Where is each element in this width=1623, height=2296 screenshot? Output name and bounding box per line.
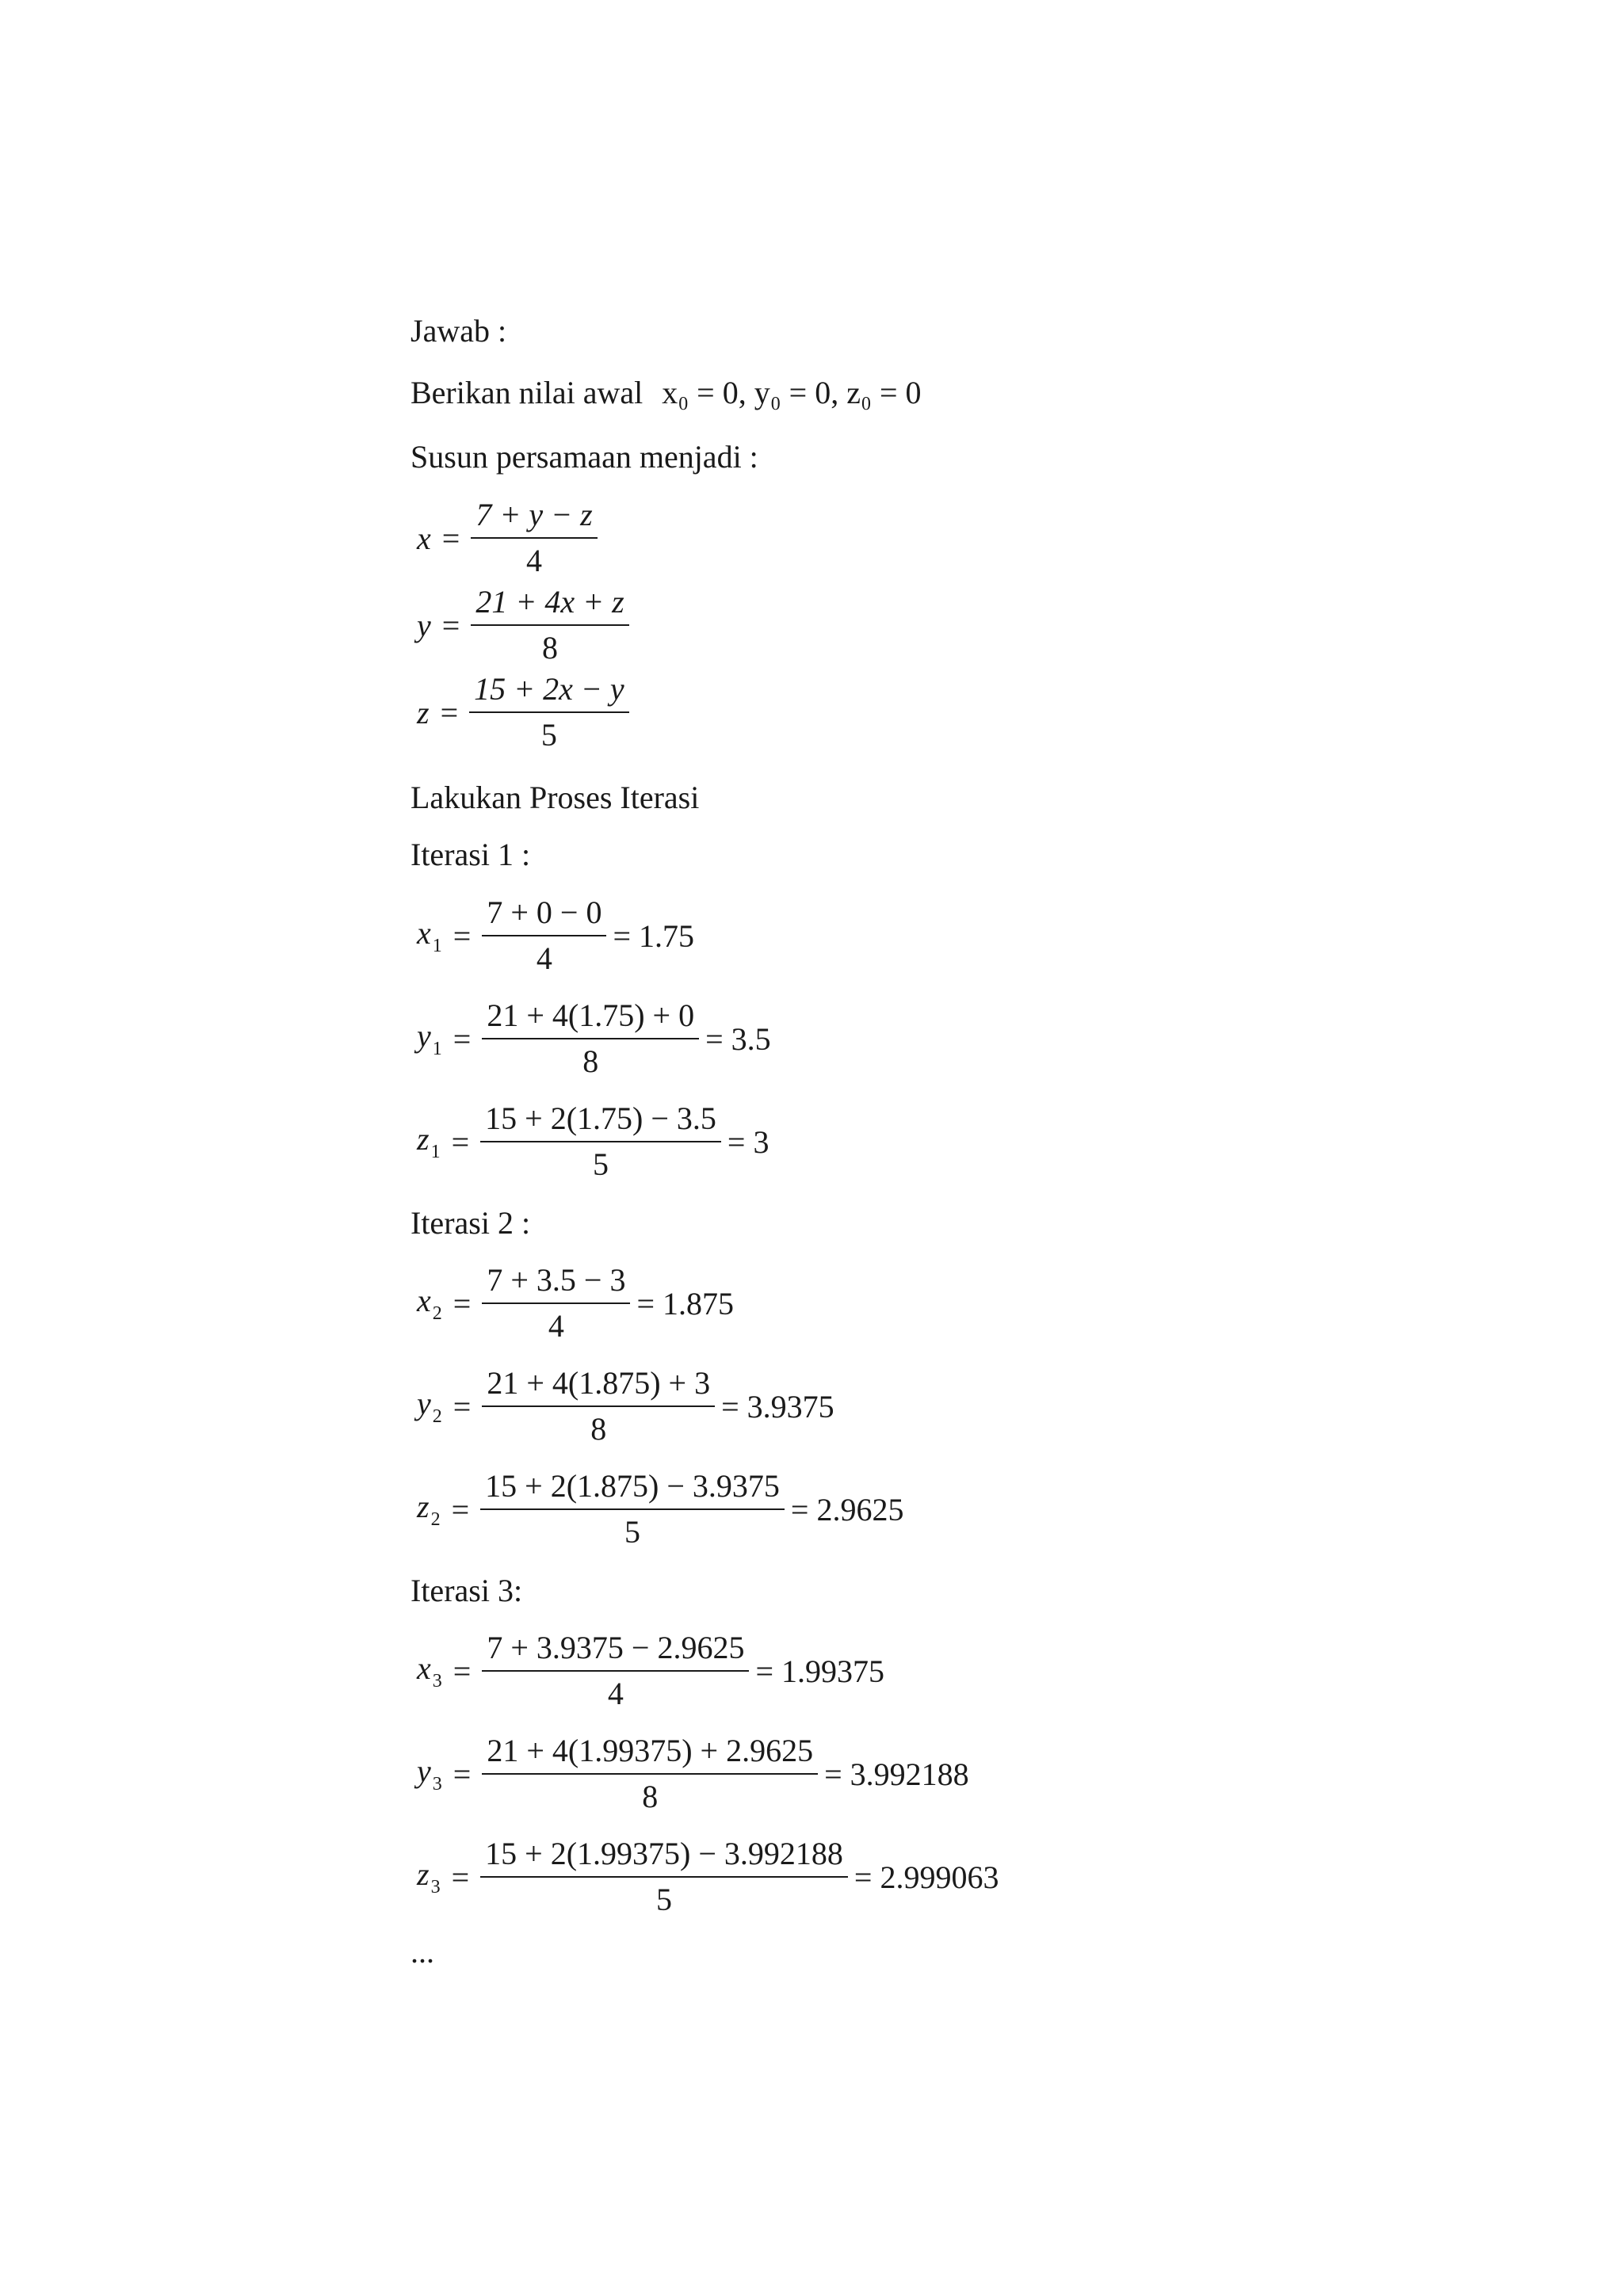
denominator: 4 [525,543,542,578]
numerator: 7 + 3.9375 − 2.9625 [482,1630,749,1672]
initial-values-line [411,374,922,412]
numerator: 15 + 2(1.75) − 3.5 [480,1101,721,1142]
eq-lhs: $z_1$ [417,1121,441,1162]
numerator: 15 + 2(1.875) − 3.9375 [480,1469,785,1510]
result: = 3 [727,1123,769,1160]
eq-lhs: $x_3$ [417,1650,442,1691]
numerator: 7 + 3.5 − 3 [482,1263,630,1304]
eq-lhs: z [417,694,430,730]
fraction [482,1263,630,1344]
eq-lhs: y [417,607,431,643]
denominator: 8 [582,1043,599,1079]
fraction [482,895,606,976]
fraction [480,1836,848,1917]
iteration-2-title: Iterasi 2 : [411,1205,531,1241]
result: = 1.75 [613,917,695,954]
fraction [471,585,628,666]
iteration-3-y: $y_3$ = $\frac{21 + 4(1.99375) + 2.9625}{8}$ = 3.992188 [417,1733,969,1814]
denominator: 5 [593,1146,609,1182]
numerator: 21 + 4(1.875) + 3 [482,1366,715,1407]
denominator: 4 [607,1676,624,1711]
denominator: 4 [536,940,552,976]
fraction [482,998,699,1079]
result: = 3.992188 [824,1756,969,1792]
fraction [469,672,629,753]
initial-values-expr: x₀ = 0, y₀ = 0, z₀ = 0 [662,375,922,410]
eq-lhs: $z_2$ [417,1489,441,1530]
initial-values-text: Berikan nilai awal [411,375,643,410]
eq-lhs: $y_3$ [417,1753,442,1794]
equation-y: y = $\frac{21 + 4x + z}{8}$ [417,585,629,666]
iteration-2-x: $x_2$ = $\frac{7 + 3.5 - 3}{4}$ = 1.875 [417,1262,735,1344]
denominator: 5 [624,1514,641,1550]
denominator: 8 [642,1779,659,1814]
result: = 1.875 [636,1285,735,1322]
fraction [482,1733,818,1814]
numerator: 21 + 4(1.99375) + 2.9625 [482,1733,818,1775]
numerator: 7 + y − z [471,498,597,539]
numerator: 15 + 2(1.99375) − 3.992188 [480,1836,848,1878]
fraction [480,1469,785,1550]
eq-lhs: $z_3$ [417,1856,441,1897]
equation-x: x = $\frac{7 + y - z}{4}$ [417,498,598,578]
iteration-process-heading: Lakukan Proses Iterasi [411,780,700,815]
continuation-ellipsis: ... [411,1934,434,1970]
iteration-3-z: $z_3$ = $\frac{15 + 2(1.99375) - 3.992188}{5}$ = 2.999063 [417,1836,999,1917]
fraction [480,1101,721,1182]
result: = 2.999063 [854,1859,999,1895]
denominator: 5 [656,1882,673,1917]
fraction [471,498,597,578]
denominator: 8 [541,630,558,666]
eq-lhs: $x_1$ [417,915,442,956]
iteration-3-x: $x_3$ = $\frac{7 + 3.9375 - 2.9625}{4}$ = 1.99375 [417,1630,885,1711]
denominator: 8 [590,1411,607,1447]
eq-lhs: $y_1$ [417,1018,442,1059]
numerator: 7 + 0 − 0 [482,895,606,936]
denominator: 5 [540,717,557,753]
result: = 3.5 [705,1020,771,1057]
answer-label: Jawab : [411,313,507,349]
iteration-2-y: $y_2$ = $\frac{21 + 4(1.875) + 3}{8}$ = 3.9375 [417,1365,834,1447]
equation-z: z = $\frac{15 + 2x - y}{5}$ [417,672,629,753]
iteration-1-y: $y_1$ = $\frac{21 + 4(1.75) + 0}{8}$ = 3.5 [417,997,771,1079]
result: = 1.99375 [755,1653,885,1689]
result: = 3.9375 [721,1388,834,1425]
result: = 2.9625 [790,1491,904,1527]
iteration-1-title: Iterasi 1 : [411,837,531,872]
iteration-3-title: Iterasi 3: [411,1573,523,1608]
iteration-1-z: $z_1$ = $\frac{15 + 2(1.75) - 3.5}{5}$ = 3 [417,1100,769,1182]
iteration-1-x: $x_1$ = $\frac{7 + 0 - 0}{4}$ = 1.75 [417,894,695,976]
eq-lhs: $y_2$ [417,1386,442,1427]
numerator: 21 + 4(1.75) + 0 [482,998,699,1039]
denominator: 4 [548,1308,564,1344]
numerator: 21 + 4x + z [471,585,628,626]
fraction [482,1630,749,1711]
numerator: 15 + 2x − y [469,672,629,713]
eq-lhs: $x_2$ [417,1283,442,1324]
iteration-2-z: $z_2$ = $\frac{15 + 2(1.875) - 3.9375}{5}$ = 2.9625 [417,1468,904,1550]
eq-lhs: x [417,520,431,556]
rearrange-heading: Susun persamaan menjadi : [411,439,758,475]
fraction [482,1366,715,1447]
